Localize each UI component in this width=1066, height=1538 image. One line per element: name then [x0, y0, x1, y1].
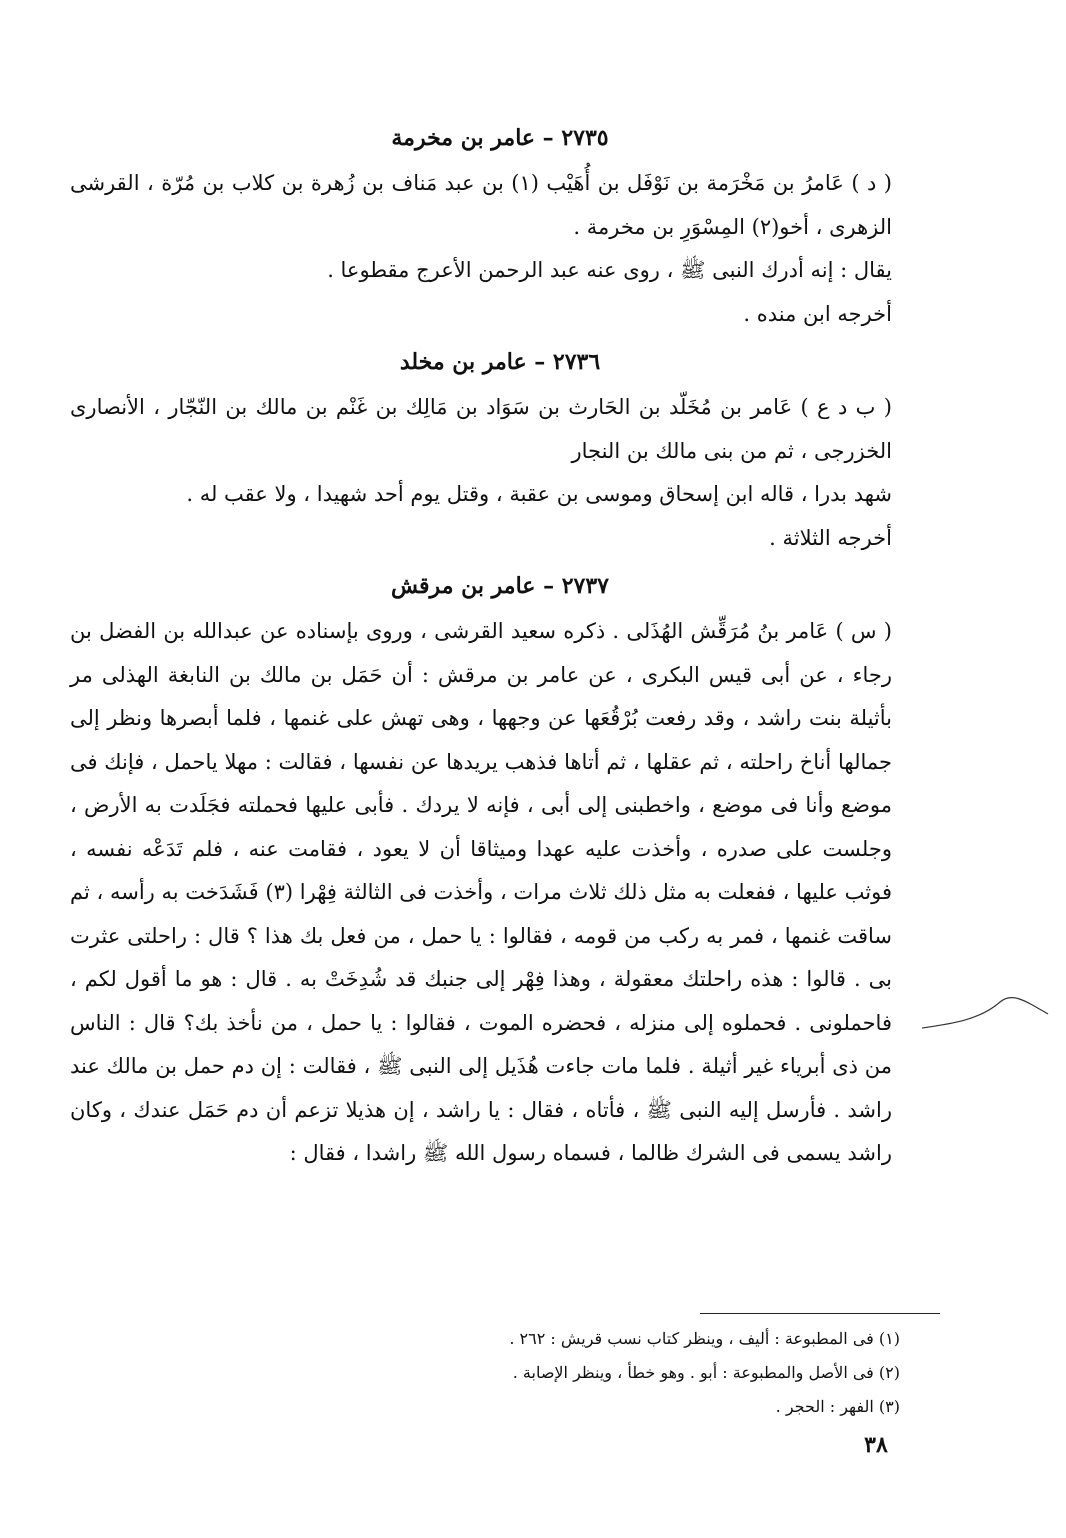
- entry-heading: ٢٧٣٧ – عامر بن مرقش: [390, 573, 609, 599]
- entry-paragraph: أخرجه ابن منده .: [743, 301, 892, 326]
- entry-2737: [70, 566, 930, 1176]
- entry-2735: [70, 118, 930, 336]
- entry-paragraph: ( س ) عَامر بنُ مُرَقِّش الهُذَلى . ذكره سعيد القرشى ، وروى بإسناده عن عبدالله بن الفضل بن رجاء ، عن أبى قيس البكرى ، عن عامر بن مرقش : أن حَمَل بن مالك بن النابغة الهذلى مر بأثيلة بنت راشد ، وقد رفعت بُرْقُعَها عن وجهها ، وهى تهش على غنمها ، فلما أبصرها ونظر إلى جمالها أناخ راحلته ، ثم عقلها ، ثم أتاها فذهب يريدها عن نفسها ، فقالت : مهلا ياحمل ، فإنك فى موضع وأنا فى موضع ، واخطبنى إلى أبى ، فإنه لا يردك . فأبى عليها فحملته فجَلَدت به الأرض ، وجلست على صدره ، وأخذت عليه عهدا وميثاقا أن لا يعود ، فقامت عنه ، فلم تَدَعْه نفسه ، فوثب عليها ، ففعلت به مثل ذلك ثلاث مرات ، وأخذت فى الثالثة فِهْرا (٣) فَشَدَخت به رأسه ، ثم ساقت غنمها ، فمر به ركب من قومه ، فقالوا : يا حمل ، من فعل بك هذا ؟ قال : راحلتى عثرت بى . قالوا : هذه راحلتك معقولة ، وهذا فِهْر إلى جنبك قد شُدِخَتْ به . قال : هو ما أقول لكم ، فاحملونى . فحملوه إلى منزله ، فحضره الموت ، فقالوا : يا حمل ، من نأخذ بك؟ قال : الناس من ذى أبرياء غير أثيلة . فلما مات جاءت هُذَيل إلى النبى ﷺ ، فقالت : إن دم حمل بن مالك عند راشد . فأرسل إليه النبى ﷺ ، فأتاه ، فقال : يا راشد ، إن هذيلا تزعم أن دم حَمَل عندك ، وكان راشد يسمى فى الشرك ظالما ، فسماه رسول الله ﷺ راشدا ، فقال :: [70, 619, 893, 1165]
- entry-paragraph: ( ب د ع ) عَامر بن مُخَلّد بن الحَارث بن سَوَاد بن مَالِك بن غَنْم بن مالك بن النّجّار ، الأنصارى الخزرجى ، ثم من بنى مالك بن النجار: [70, 395, 892, 463]
- entry-paragraph: شهد بدرا ، قاله ابن إسحاق وموسى بن عقبة ، وقتل يوم أحد شهيدا ، ولا عقب له .: [186, 482, 892, 506]
- pen-stroke-mark: [920, 980, 1050, 1040]
- footnote: (١) فى المطبوعة : أليف ، وينظر كتاب نسب قريش : ٢٦٢ .: [509, 1329, 900, 1348]
- entry-paragraph: ( د ) عَامرُ بن مَخْرَمة بن نَوْفَل بن أُهَيْب (١) بن عبد مَناف بن زُهرة بن كلاب بن مُرّة ، القرشى الزهرى ، أخو(٢) المِسْوَرِ بن مخرمة .: [70, 171, 892, 239]
- entry-heading: ٢٧٣٦ – عامر بن مخلد: [399, 349, 601, 375]
- entry-paragraph: أخرجه الثلاثة .: [769, 525, 892, 550]
- entry-paragraph: يقال : إنه أدرك النبى ﷺ ، روى عنه عبد الرحمن الأعرج مقطوعا .: [327, 258, 892, 282]
- page-number: ٣٨: [864, 1432, 888, 1458]
- footnotes: [70, 1322, 930, 1424]
- main-text-column: [70, 112, 930, 1176]
- footnote-separator: [700, 1313, 940, 1314]
- footnote: (٢) فى الأصل والمطبوعة : أبو . وهو خطأ ، وينظر الإصابة .: [512, 1363, 900, 1382]
- entry-heading: ٢٧٣٥ – عامر بن مخرمة: [391, 125, 609, 151]
- footnote: (٣) الفهر : الحجر .: [775, 1397, 900, 1416]
- entry-2736: [70, 342, 930, 560]
